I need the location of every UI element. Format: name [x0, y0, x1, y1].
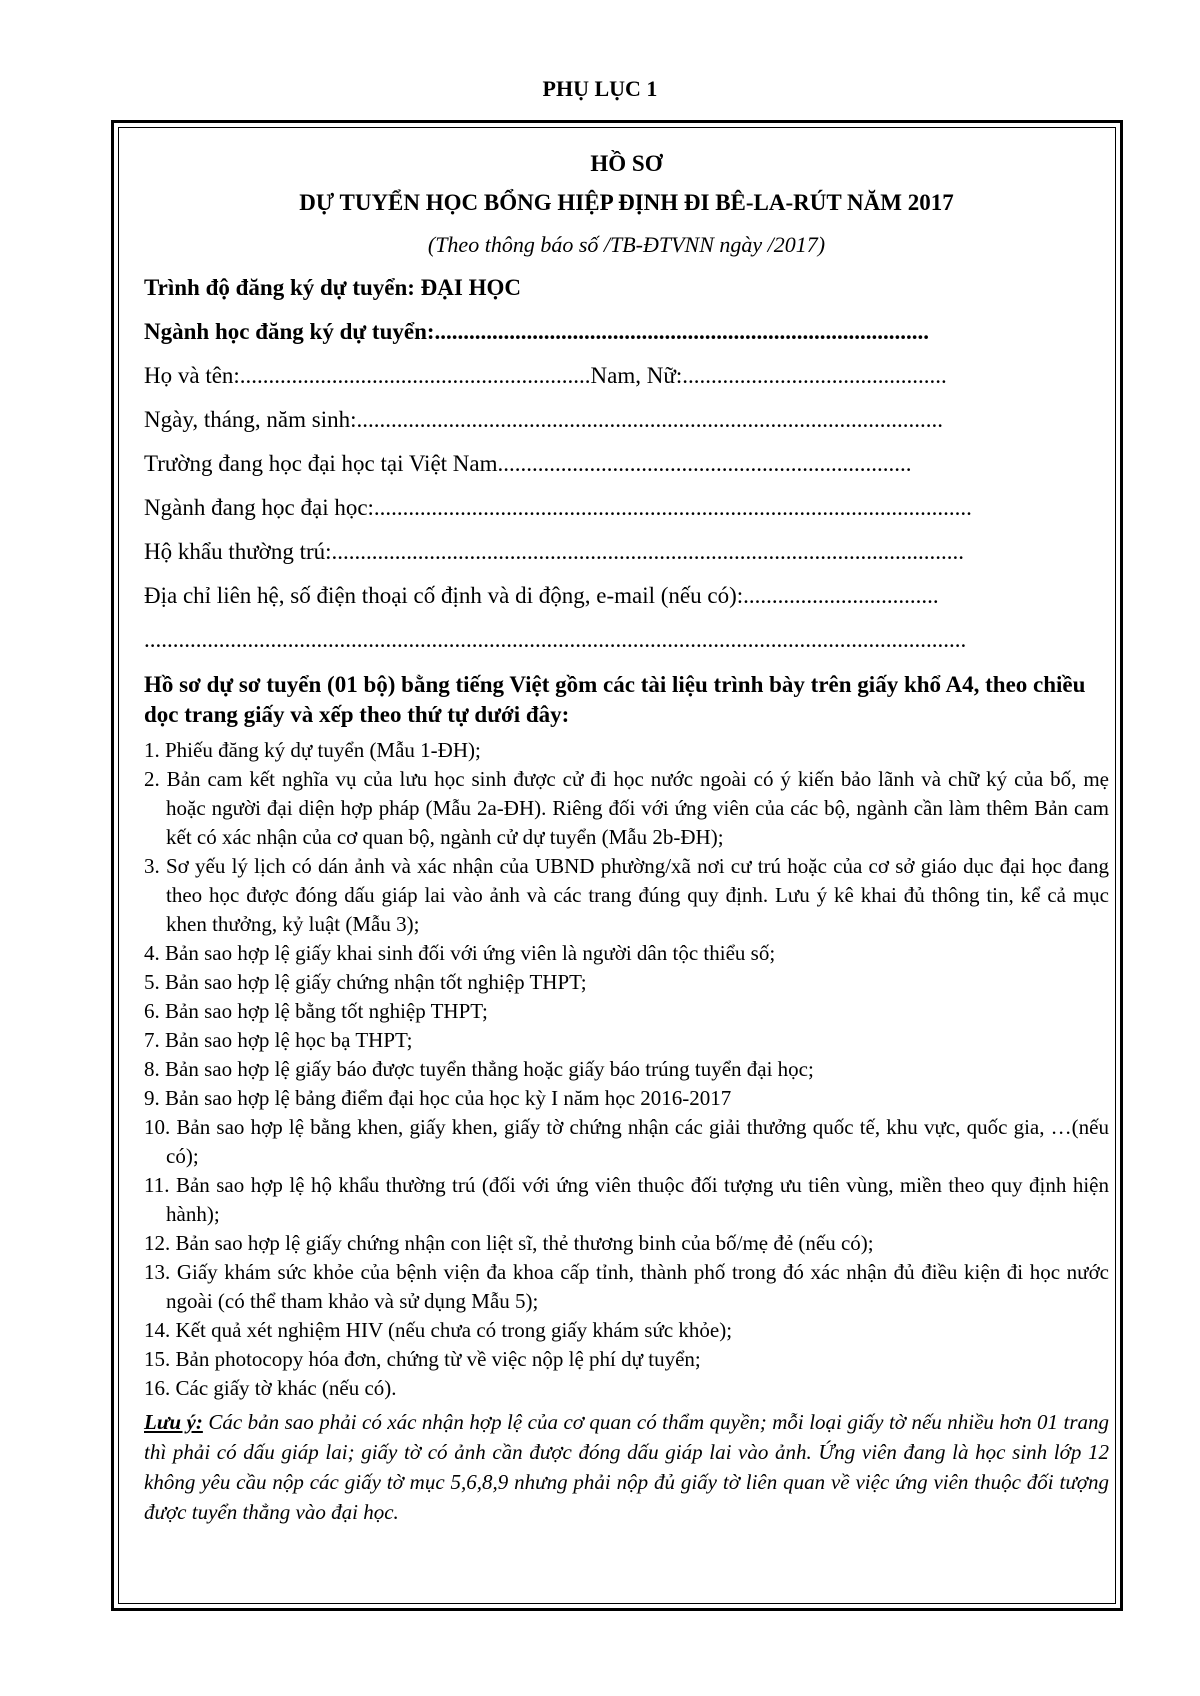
list-item: 8. Bản sao hợp lệ giấy báo được tuyển thẳng hoặc giấy báo trúng tuyển đại học;	[144, 1057, 814, 1081]
field-current-major: Ngành đang học đại học:........................................................................................................	[144, 495, 972, 520]
field-major-registered: Ngành học đăng ký dự tuyển:......................................................................................	[144, 319, 930, 344]
note-paragraph	[144, 1407, 1109, 1527]
document-title: HỒ SƠ	[590, 151, 663, 176]
field-contact-info: Địa chỉ liên hệ, số điện thoại cố định và di động, e-mail (nếu có):..................................	[144, 583, 939, 608]
list-item: 4. Bản sao hợp lệ giấy khai sinh đối với ứng viên là người dân tộc thiểu số;	[144, 941, 776, 965]
documents-intro: Hồ sơ dự sơ tuyển (01 bộ) bằng tiếng Việt gồm các tài liệu trình bày trên giấy khổ A4, theo chiều dọc trang giấy và xếp theo thứ tự dưới đây:	[144, 672, 1086, 727]
list-item: 2. Bản cam kết nghĩa vụ của lưu học sinh được cử đi học nước ngoài có ý kiến bảo lãnh và chữ ký của bố, mẹ hoặc người đại diện hợp pháp (Mẫu 2a-ĐH). Riêng đối với ứng viên của các bộ, ngành cần làm thêm Bản cam kết có xác nhận của cơ quan bộ, ngành cử dự tuyển (Mẫu 2b-ĐH);	[144, 767, 1109, 849]
documents-list	[144, 736, 1109, 1403]
document-body	[144, 140, 1109, 1527]
list-item: 6. Bản sao hợp lệ bằng tốt nghiệp THPT;	[144, 999, 488, 1023]
appendix-title: PHỤ LỤC 1	[542, 76, 658, 101]
field-permanent-residence: Hộ khẩu thường trú:..............................................................................................................	[144, 539, 965, 564]
form-fields	[144, 266, 1109, 662]
list-item: 9. Bản sao hợp lệ bảng điểm đại học của học kỳ I năm học 2016-2017	[144, 1086, 732, 1110]
list-item: 11. Bản sao hợp lệ hộ khẩu thường trú (đối với ứng viên thuộc đối tượng ưu tiên vùng, miền theo quy định hiện hành);	[144, 1173, 1109, 1226]
document-subtitle: DỰ TUYỂN HỌC BỔNG HIỆP ĐỊNH ĐI BÊ-LA-RÚT NĂM 2017	[299, 190, 954, 215]
list-item: 5. Bản sao hợp lệ giấy chứng nhận tốt nghiệp THPT;	[144, 970, 587, 994]
list-item: 7. Bản sao hợp lệ học bạ THPT;	[144, 1028, 413, 1052]
field-full-name-gender: Họ và tên:.............................................................Nam, Nữ:..............................................	[144, 363, 947, 388]
list-item: 13. Giấy khám sức khỏe của bệnh viện đa khoa cấp tỉnh, thành phố trong đó xác nhận đủ điều kiện đi học nước ngoài (có thể tham khảo và sử dụng Mẫu 5);	[144, 1260, 1109, 1313]
list-item: 16. Các giấy tờ khác (nếu có).	[144, 1376, 397, 1400]
field-date-of-birth: Ngày, tháng, năm sinh:......................................................................................................	[144, 407, 944, 432]
field-study-level: Trình độ đăng ký dự tuyển: ĐẠI HỌC	[144, 275, 521, 300]
list-item: 3. Sơ yếu lý lịch có dán ảnh và xác nhận của UBND phường/xã nơi cư trú hoặc của cơ sở giáo dục đại học đang theo học được đóng dấu giáp lai vào ảnh và các trang đúng quy định. Lưu ý kê khai đủ thông tin, kể cả mục khen thưởng, kỷ luật (Mẫu 3);	[144, 854, 1109, 936]
list-item: 10. Bản sao hợp lệ bằng khen, giấy khen, giấy tờ chứng nhận các giải thưởng quốc tế, khu vực, quốc gia, …(nếu có);	[144, 1115, 1109, 1168]
note-text: Các bản sao phải có xác nhận hợp lệ của cơ quan có thẩm quyền; mỗi loại giấy tờ nếu nhiều hơn 01 trang thì phải có dấu giáp lai; giấy tờ có ảnh cần được đóng dấu giáp lai vào ảnh. Ứng viên đang là học sinh lớp 12 không yêu cầu nộp các giấy tờ mục 5,6,8,9 nhưng phải nộp đủ giấy tờ liên quan về việc ứng viên thuộc đối tượng được tuyển thẳng vào đại học.	[144, 1410, 1109, 1524]
list-item: 12. Bản sao hợp lệ giấy chứng nhận con liệt sĩ, thẻ thương binh của bố/mẹ đẻ (nếu có);	[144, 1231, 874, 1255]
list-item: 14. Kết quả xét nghiệm HIV (nếu chưa có trong giấy khám sức khỏe);	[144, 1318, 733, 1342]
list-item: 15. Bản photocopy hóa đơn, chứng từ về việc nộp lệ phí dự tuyển;	[144, 1347, 701, 1371]
field-contact-continuation: ...............................................................................................................................................	[144, 627, 967, 652]
field-current-university: Trường đang học đại học tại Việt Nam........................................................................	[144, 451, 912, 476]
note-label: Lưu ý:	[144, 1410, 203, 1434]
list-item: 1. Phiếu đăng ký dự tuyển (Mẫu 1-ĐH);	[144, 738, 481, 762]
notice-reference: (Theo thông báo số /TB-ĐTVNN ngày /2017)	[427, 232, 826, 257]
